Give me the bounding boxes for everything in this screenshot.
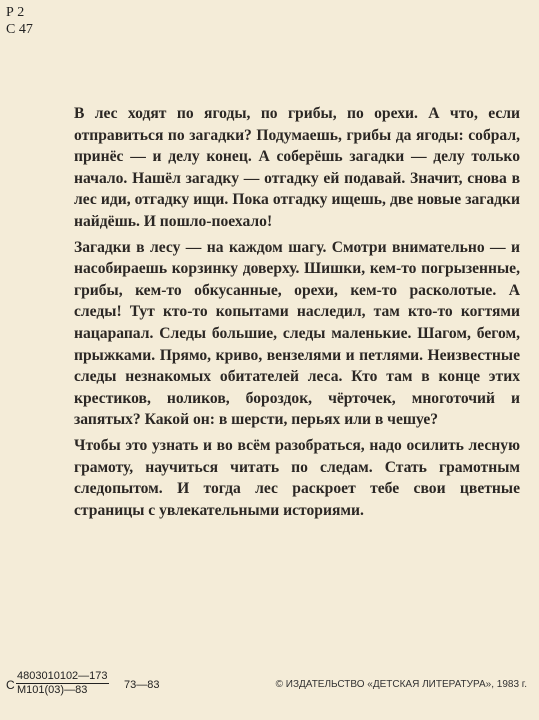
catalog-denominator: М101(03)—83 [17,684,88,696]
udk-line-1: Р 2 [6,5,25,20]
paragraph-3: Чтобы это узнать и во всём разобраться, надо осилить лесную грамоту, научиться читать по следам. Стать грамотным следопытом. И тогда лес раскроет тебе свои цветные страницы с увлекательными историями. [74,436,520,519]
paragraph-1: В лес ходят по ягоды, по грибы, по орехи. А что, если отправиться по загадки? Подумаешь, грибы да ягоды: собрал, принёс — и делу конец. А соберёшь загадки — делу только начало. Нашёл загадку — отгадку ей подавай. Значит, снова в лес иди, отгадку ищи. Пока отгадку ищешь, две новые загадки найдёшь. И пошло-поехало! [74,105,520,230]
classification-index [6,4,33,38]
catalog-tail: 73—83 [124,679,160,691]
imprint-footer [0,670,539,710]
udk-line-2: С 47 [6,22,33,37]
paragraph-2: Загадки в лесу — на каждом шагу. Смотри внимательно — и насобираешь корзинку доверху. Шишки, кем-то погрызенные, грибы, кем-то обкусанные, орехи, кем-то расколотые. А следы! Тут кто-то копытами наследил, там кто-то когтями нацарапал. Следы большие, следы маленькие. Шагом, бегом, прыжками. Прямо, криво, вензелями и петлями. Неизвестные следы незнакомых обитателей леса. Кто там в конце этих крестиков, ноликов, бороздок, чёрточек, многоточий и запятых? Какой он: в шерсти, перьях или в чешуе? [74,238,520,429]
catalog-letter: С [6,678,15,692]
copyright-notice: © ИЗДАТЕЛЬСТВО «ДЕТСКАЯ ЛИТЕРАТУРА», 1983 г. [275,679,527,690]
main-text [74,103,520,525]
catalog-fraction [16,670,109,697]
catalog-numerator: 4803010102—173 [17,670,108,682]
